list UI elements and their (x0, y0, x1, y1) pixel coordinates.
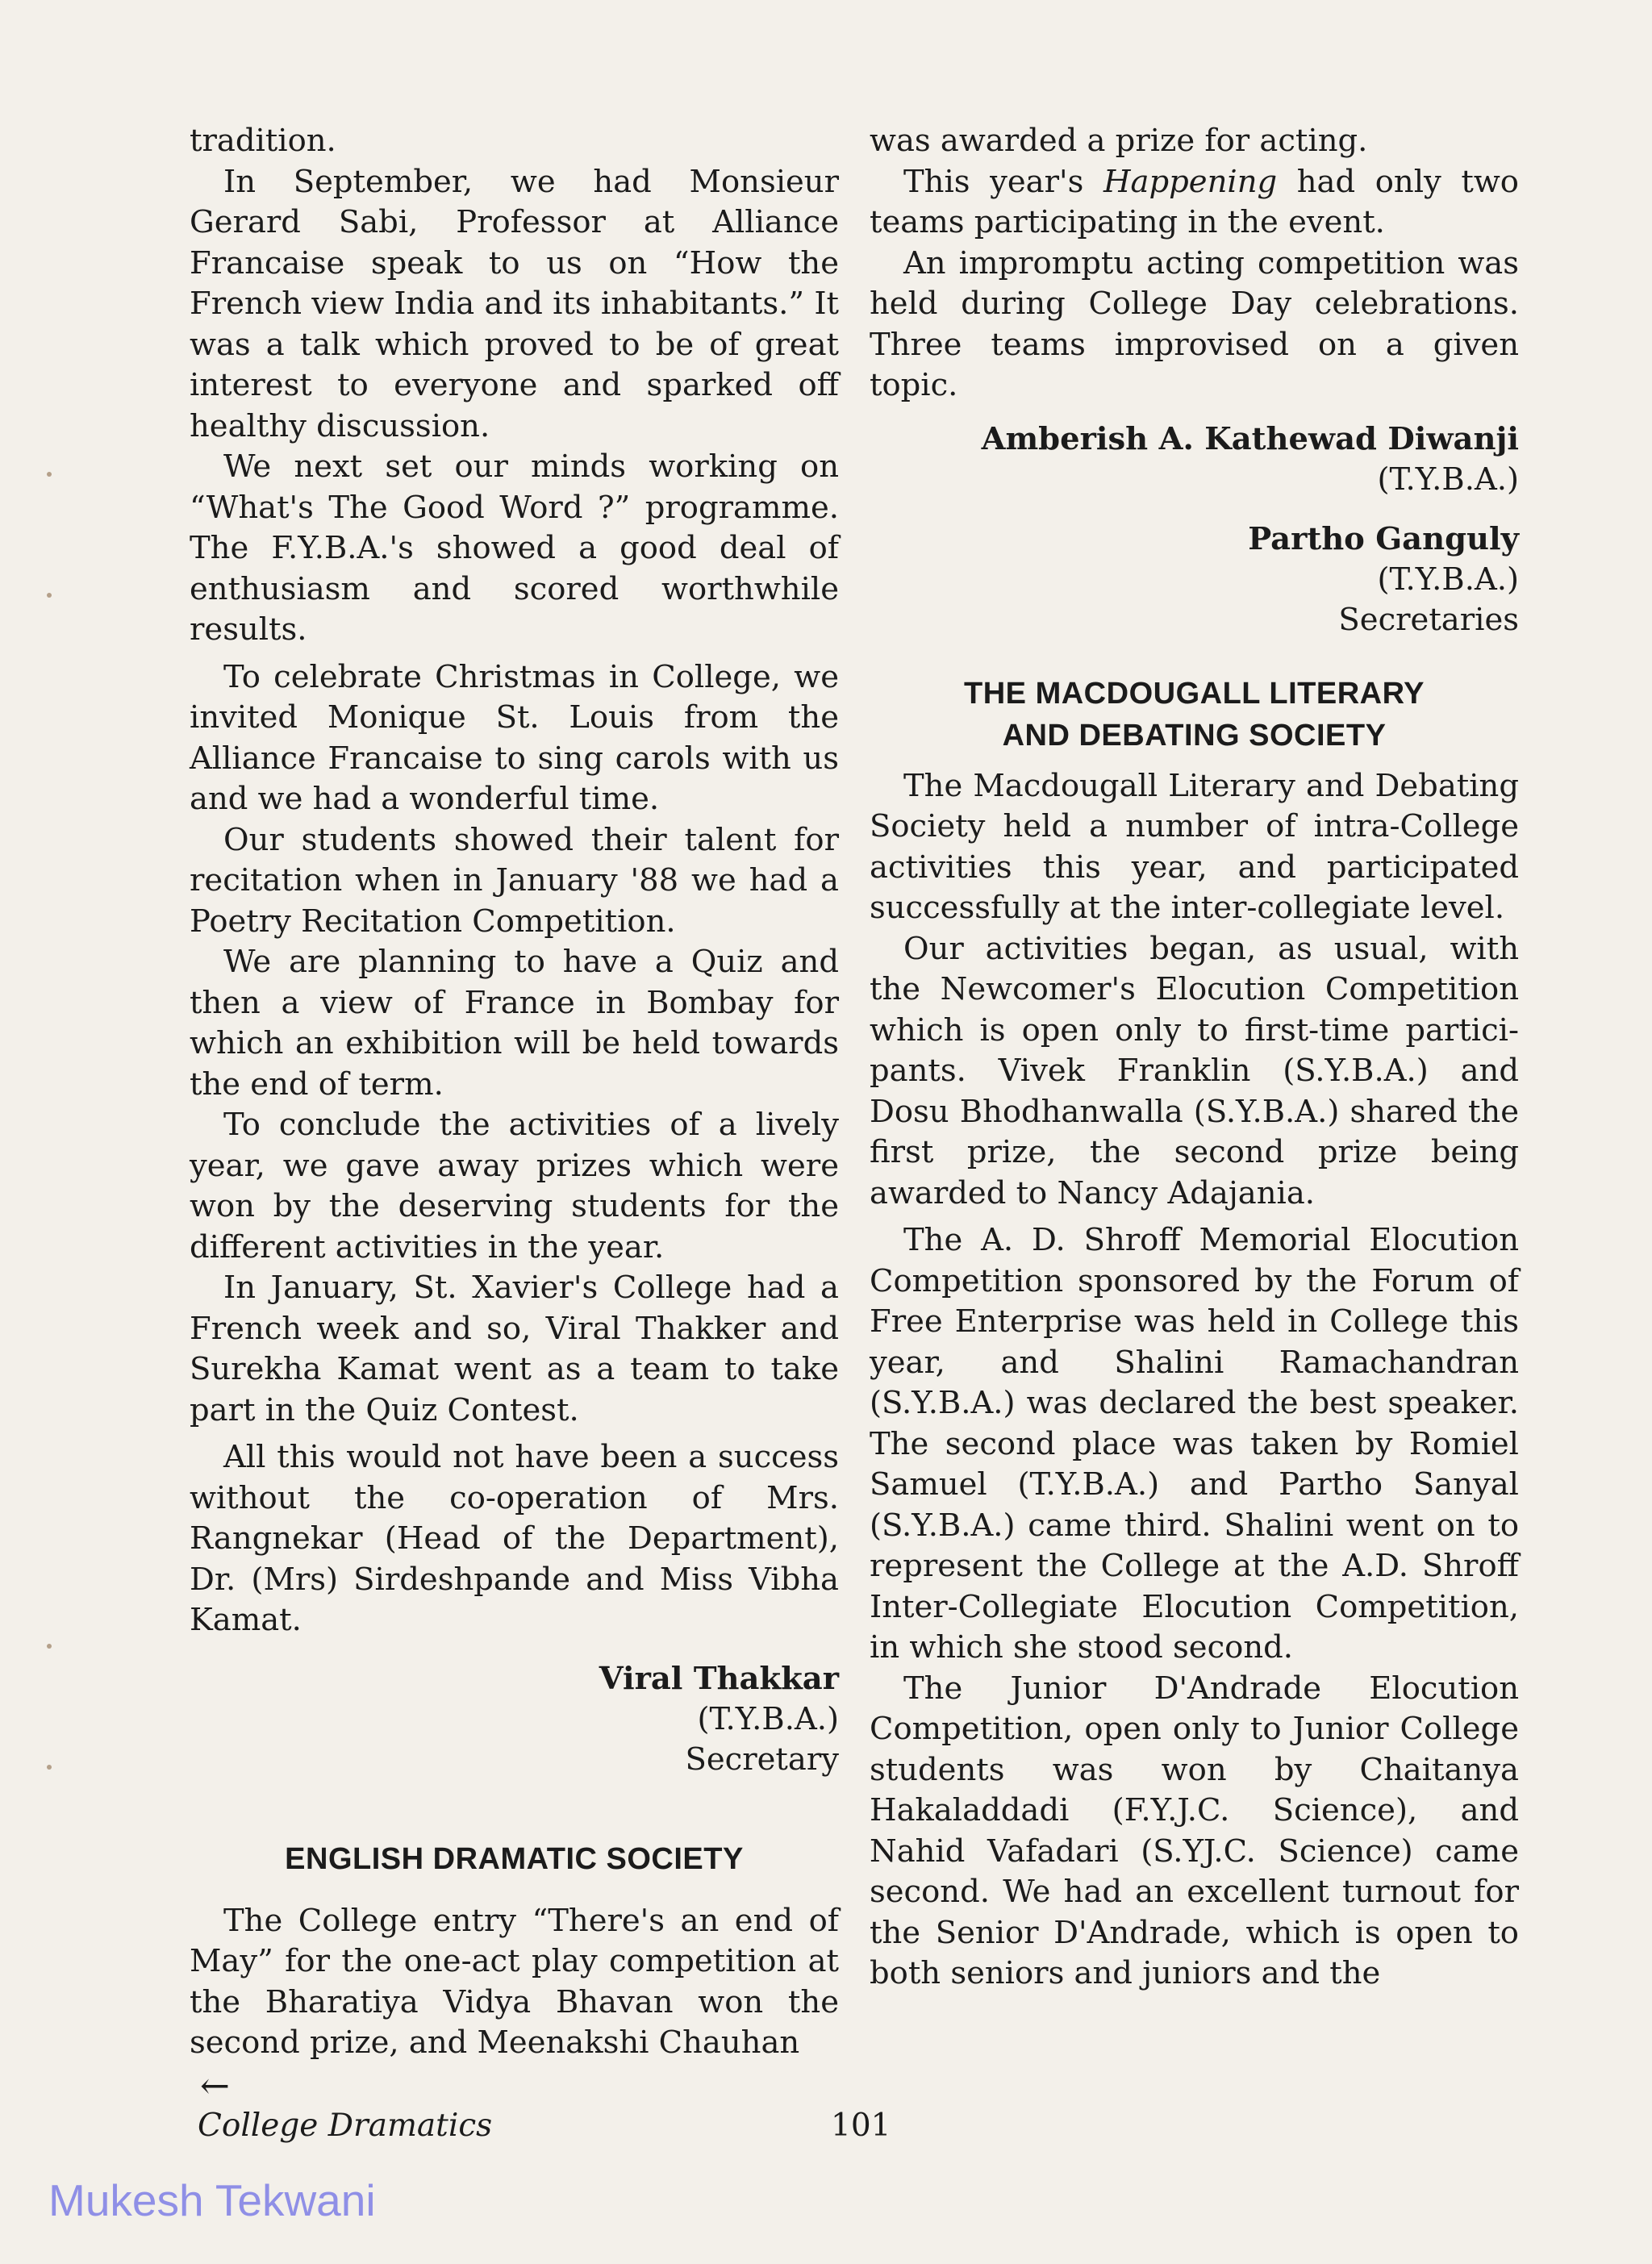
paragraph: The Junior D'Andrade Elocution Competition, open only to Junior College students was won by Chaitanya Hakaladdadi (F.Y.J.C. Science), and Nahid Vafadari (S.YJ.C. Science) came second. We had an excellent turnout for the Senior D'Andrade, which is open to both seniors and juniors and the (870, 1670, 1519, 1991)
left-arrow-icon: ← (200, 2066, 230, 2107)
signature-class: (T.Y.B.A.) (1377, 461, 1519, 498)
watermark: Mukesh Tekwani (48, 2175, 376, 2225)
paragraph: We are planning to have a Quiz and then a view of France in Bombay for which an exhibition will be held towards the end of term. (190, 944, 839, 1103)
heading-line: AND DEBATING SOCIETY (1002, 718, 1387, 753)
signature-partho (870, 519, 1519, 640)
signature-viral (190, 1659, 839, 1780)
signature-role: Secretaries (1338, 601, 1519, 638)
paragraph: An impromptu acting competition was held during College Day celebrations. Three teams improvised on a given topic. (870, 244, 1519, 403)
page-number: 101 (831, 2108, 891, 2144)
paragraph: This year's Happening had only two teams participating in the event. (870, 163, 1519, 240)
signature-role: Secretary (685, 1741, 839, 1778)
paragraph: tradition. (190, 123, 336, 159)
signature-amberish (870, 419, 1519, 500)
section-heading-english-dramatic: ENGLISH DRAMATIC SOCIETY (285, 1841, 744, 1876)
right-column (870, 121, 1519, 1995)
scan-speck (47, 472, 52, 477)
footer-section-title: College Dramatics (198, 2108, 493, 2144)
heading-line: THE MACDOUGALL LITERARY (964, 676, 1425, 711)
paragraph: The Macdougall Literary and Debating Society held a number of intra-College activities this year, and participated successfully at the inter-collegiate level. (870, 767, 1519, 926)
paragraph: To celebrate Christmas in College, we invited Monique St. Louis from the Alliance Francaise to sing carols with us and we had a wonderful time. (190, 658, 839, 817)
section-heading-macdougall (870, 673, 1519, 757)
happening-italic: Happening (1103, 163, 1278, 200)
left-column (190, 121, 839, 2064)
paragraph: was awarded a prize for acting. (870, 123, 1368, 159)
paragraph: The A. D. Shroff Memorial Elocution Competition sponsored by the Forum of Free Enterprise was held in College this year, and Shalini Ramachandran (S.Y.B.A.) was declared the best speaker. The second place was taken by Romiel Samuel (T.Y.B.A.) and Partho Sanyal (S.Y.B.A.) came third. Shalini went on to represent the College at the A.D. Shroff Inter-Collegiate Elocution Competition, in which she stood second. (870, 1222, 1519, 1666)
scan-speck (47, 593, 52, 598)
paragraph: The College entry “There's an end of May” for the one-act play competition at the Bharatiya Vidya Bhavan won the second prize, and Meenakshi Chauhan (190, 1902, 839, 2061)
scan-speck (47, 1644, 52, 1649)
paragraph: We next set our minds working on “What's The Good Word ?” programme. The F.Y.B.A.'s showed a good deal of enthusiasm and scored worthwhile results. (190, 448, 839, 648)
signature-name: Partho Ganguly (1248, 520, 1519, 557)
scan-speck (47, 1765, 52, 1770)
paragraph: In January, St. Xavier's College had a French week and so, Viral Thakker and Surekha Kamat went as a team to take part in the Quiz Contest. (190, 1270, 839, 1428)
paragraph: Our activities began, as usual, with the Newcomer's Elocution Competition which is open only to first-time participants. Vivek Franklin (S.Y.B.A.) and Dosu Bhodhanwalla (S.Y.B.A.) shared the first prize, the second prize being awarded to Nancy Adajania. (870, 930, 1519, 1211)
paragraph: In September, we had Monsieur Gerard Sabi, Professor at Alliance Francaise speak to us on “How the French view India and its inhabitants.” It was a talk which proved to be of great interest to everyone and sparked off healthy discussion. (190, 163, 840, 444)
paragraph: To conclude the activities of a lively year, we gave away prizes which were won by the deserving students for the different activities in the year. (190, 1107, 839, 1265)
paragraph: All this would not have been a success without the co-operation of Mrs. Rangnekar (Head of the Department), Dr. (Mrs) Sirdeshpande and Miss Vibha Kamat. (190, 1439, 839, 1638)
signature-class: (T.Y.B.A.) (697, 1700, 839, 1737)
signature-class: (T.Y.B.A.) (1377, 561, 1519, 598)
signature-name: Viral Thakkar (599, 1660, 839, 1697)
paragraph: Our students showed their talent for recitation when in January '88 we had a Poetry Recitation Competition. (190, 821, 839, 940)
signature-name: Amberish A. Kathewad Diwanji (981, 420, 1519, 457)
